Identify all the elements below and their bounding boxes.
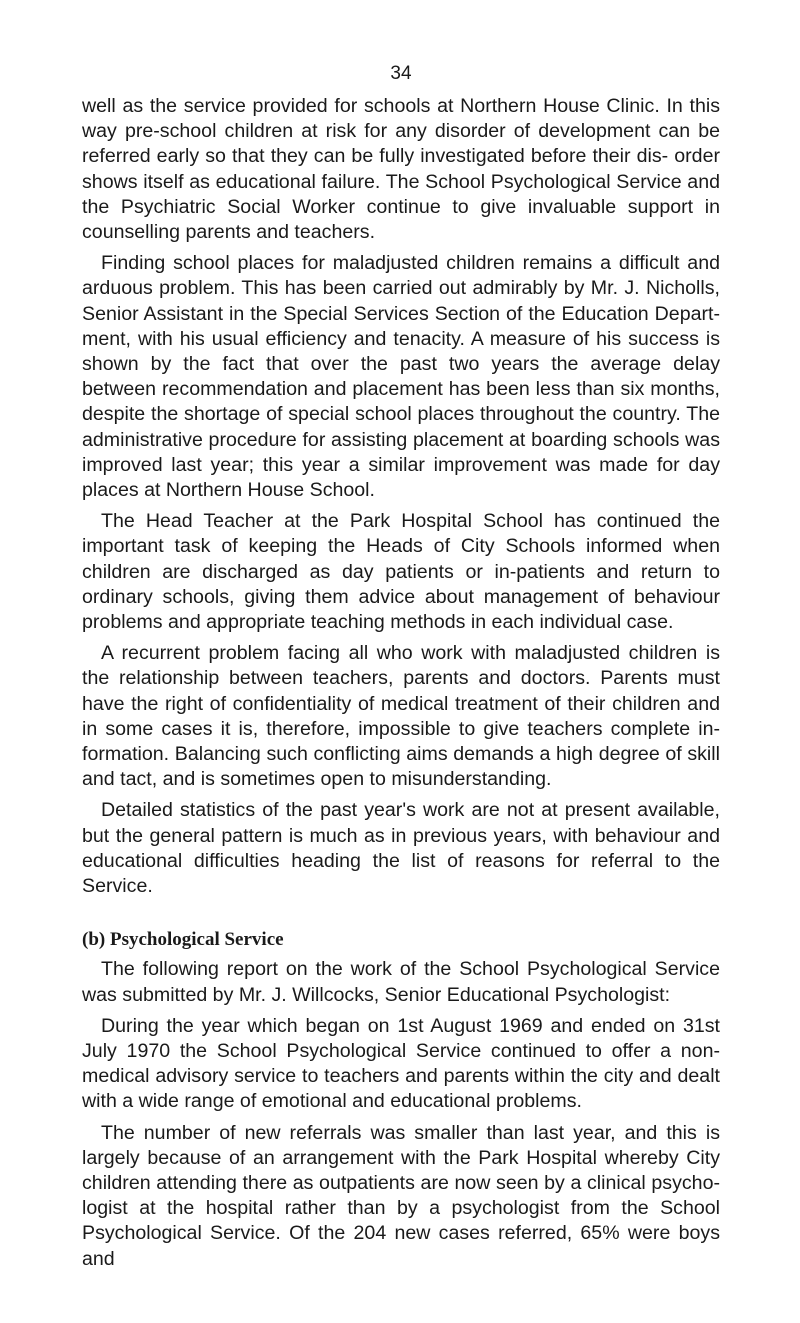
- paragraph-report-intro: The following report on the work of the School Psychological Service was submitted by Mr. J. Willcocks, Senior Educational Psychologist:: [82, 958, 720, 1006]
- paragraph-northern-house-clinic: well as the service provided for schools at Northern House Clinic. In this way pre-school children at risk for any disorder of development can be referred early so that they can be fully investigated before their dis- order shows itself as educational failure. The School Psychological Service and the Psychiatric Social Worker continue to give invaluable support in counselling parents and teachers.: [82, 95, 720, 244]
- document-page: [82, 62, 720, 1278]
- paragraph-statistics: Detailed statistics of the past year's work are not at present available, but the general pattern is much as in previous years, with behaviour and educational difficulties heading the list of reasons for referral to the Service.: [82, 799, 720, 898]
- paragraph-year-summary: During the year which began on 1st August 1969 and ended on 31st July 1970 the School Psychological Service continued to offer a non- medical advisory service to teachers and parents within the city and dealt with a wide range of emotional and educational problems.: [82, 1014, 720, 1113]
- page-number: 34: [390, 63, 412, 84]
- paragraph-confidentiality: A recurrent problem facing all who work with maladjusted children is the relationship between teachers, parents and doctors. Parents must have the right of confidentiality of medical treatment of their children and in some cases it is, therefore, impossible to give teachers complete in- formation. Balancing such conflicting aims demands a high degree of skill and tact, and is sometimes open to misunderstanding.: [82, 642, 720, 791]
- paragraph-park-hospital-school: The Head Teacher at the Park Hospital School has continued the important task of keeping the Heads of City Schools informed when children are discharged as day patients or in-patients and return to ordinary schools, giving them advice about management of behaviour problems and appropriate teaching methods in each individual case.: [82, 510, 720, 634]
- paragraph-new-referrals: The number of new referrals was smaller than last year, and this is largely because of an arrangement with the Park Hospital whereby City children attending there as outpatients are now seen by a clinical psycho- logist at the hospital rather than by a psychologist from the School Psychological Service. Of the 204 new cases referred, 65% were boys and: [82, 1121, 720, 1270]
- section-heading: (b) Psychological Service: [82, 929, 284, 951]
- paragraph-school-places: Finding school places for maladjusted children remains a difficult and arduous problem. This has been carried out admirably by Mr. J. Nicholls, Senior Assistant in the Special Services Section of the Education Depart- ment, with his usual efficiency and tenacity. A measure of his success is shown by the fact that over the past two years the average delay between recommendation and placement has been less than six months, despite the shortage of special school places throughout the country. The administrative procedure for assisting placement at boarding schools was improved last year; this year a similar improvement was made for day places at Northern House School.: [82, 252, 720, 502]
